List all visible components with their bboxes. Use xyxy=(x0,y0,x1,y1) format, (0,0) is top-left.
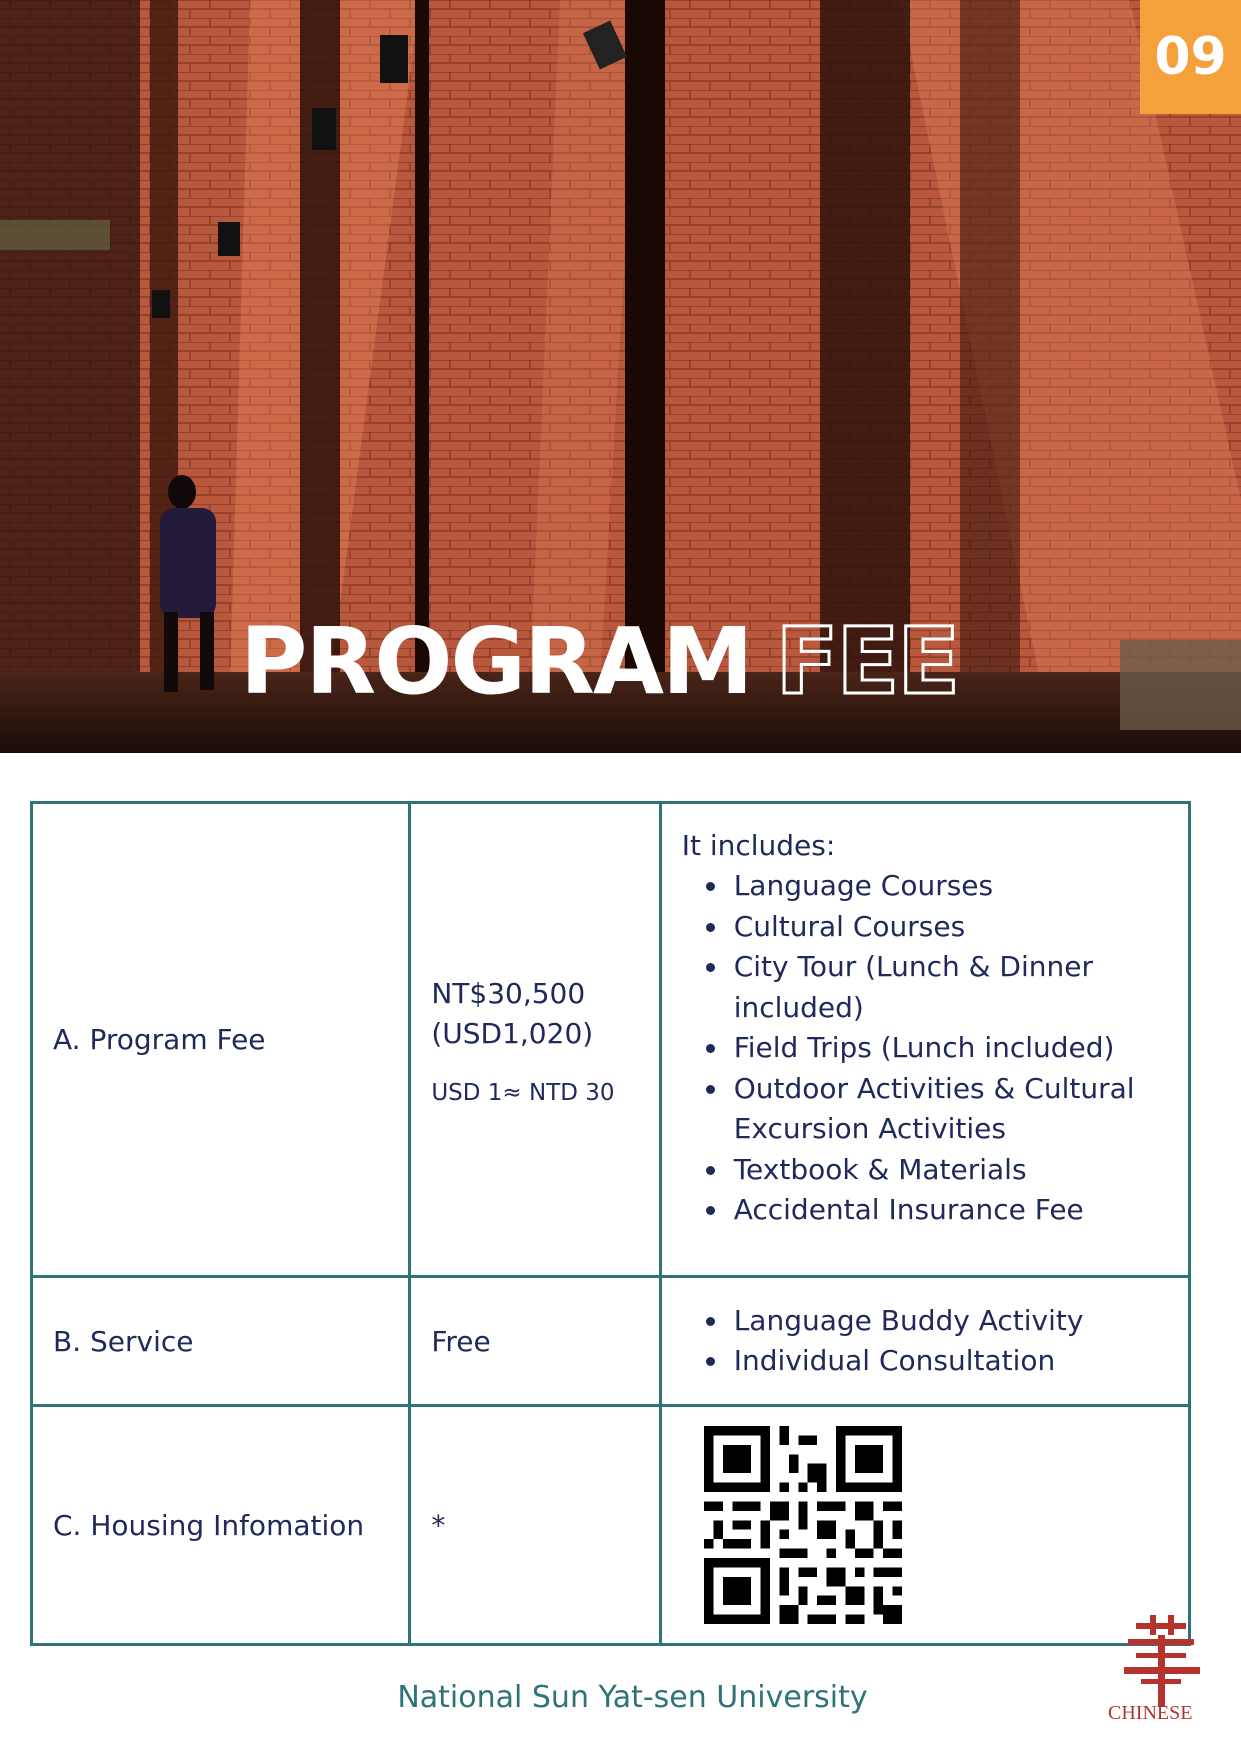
details-cell xyxy=(660,803,1189,1277)
qr-code-icon[interactable] xyxy=(704,1426,902,1624)
page-title xyxy=(240,608,959,715)
row-label: B. Service xyxy=(32,1277,410,1406)
list-item: • Accidental Insurance Fee xyxy=(730,1190,1168,1231)
list-item: • Cultural Courses xyxy=(730,907,1168,948)
amount-usd: (USD1,020) xyxy=(431,1016,594,1050)
details-cell xyxy=(660,1277,1189,1406)
page-number-badge: 09 xyxy=(1140,0,1241,114)
list-item: • Individual Consultation xyxy=(730,1341,1168,1382)
price-cell xyxy=(410,803,660,1277)
list-item: • Language Buddy Activity xyxy=(730,1301,1168,1342)
chinese-logo-icon xyxy=(1106,1615,1216,1725)
list-item: • Textbook & Materials xyxy=(730,1150,1168,1191)
exchange-rate: USD 1≈ NTD 30 xyxy=(431,1079,615,1106)
includes-title: It includes: xyxy=(681,829,836,862)
hero-banner xyxy=(0,0,1241,753)
price-cell: Free xyxy=(410,1277,660,1406)
row-label: C. Housing Infomation xyxy=(32,1406,410,1645)
service-list xyxy=(682,1301,1168,1382)
table-row xyxy=(32,803,1190,1277)
row-label: A. Program Fee xyxy=(32,803,410,1277)
list-item: • Outdoor Activities & Cultural Excursion Activities xyxy=(730,1069,1168,1150)
fee-table xyxy=(30,801,1191,1646)
list-item: • Language Courses xyxy=(730,866,1168,907)
includes-list xyxy=(682,866,1168,1231)
amount-ntd: NT$30,500 xyxy=(431,976,586,1010)
list-item: • City Tour (Lunch & Dinner included) xyxy=(730,947,1168,1028)
price-cell: * xyxy=(410,1406,660,1645)
list-item: • Field Trips (Lunch included) xyxy=(730,1028,1168,1069)
footer-university: National Sun Yat-sen University xyxy=(397,1680,868,1715)
table-row xyxy=(32,1277,1190,1406)
logo-text: CHINESE xyxy=(1108,1702,1193,1724)
title-outline: FEE xyxy=(775,608,959,715)
details-cell xyxy=(660,1406,1189,1645)
title-solid: PROGRAM xyxy=(240,608,752,715)
table-row xyxy=(32,1406,1190,1645)
